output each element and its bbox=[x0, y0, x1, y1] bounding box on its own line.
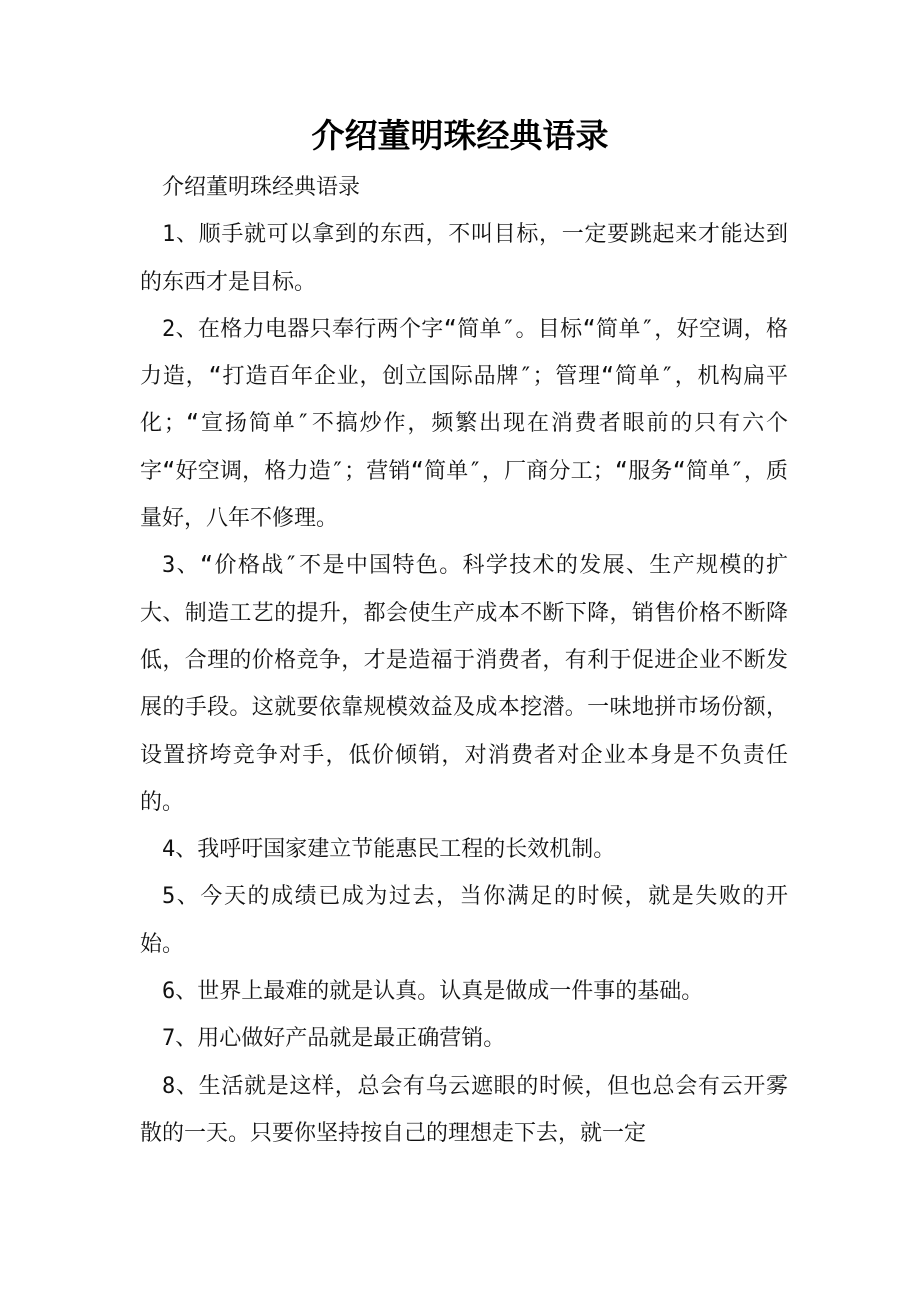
quote-paragraph-5: 5、今天的成绩已成为过去，当你满足的时候，就是失败的开始。 bbox=[140, 884, 788, 957]
quote-paragraph-6: 6、世界上最难的就是认真。认真是做成一件事的基础。 bbox=[162, 979, 704, 1005]
document-title: 介绍董明珠经典语录 bbox=[311, 116, 609, 155]
quote-paragraph-4: 4、我呼吁国家建立节能惠民工程的长效机制。 bbox=[162, 837, 616, 863]
document-body bbox=[140, 164, 788, 1157]
document-subtitle: 介绍董明珠经典语录 bbox=[162, 175, 361, 200]
quote-paragraph-7: 7、用心做好产品就是最正确营销。 bbox=[162, 1026, 506, 1052]
quote-paragraph-3: 3、“价格战″不是中国特色。科学技术的发展、生产规模的扩大、制造工艺的提升，都会使生产成本不断下降，销售价格不断降低，合理的价格竞争，才是造福于消费者，有利于促进企业不断发展的手段。这就要依靠规模效益及成本挖潜。一味地拼市场份额，设置挤垮竞争对手，低价倾销，对消费者对企业本身是不负责任的。 bbox=[140, 553, 788, 815]
quote-paragraph-2: 2、在格力电器只奉行两个字“简单″。目标“简单″，好空调，格力造，“打造百年企业，创立国际品牌″；管理“简单″，机构扁平化；“宣扬简单″不搞炒作，频繁出现在消费者眼前的只有六个字“好空调，格力造″；营销“简单″，厂商分工；“服务“简单″，质量好，八年不修理。 bbox=[140, 316, 788, 532]
quote-paragraph-1: 1、顺手就可以拿到的东西，不叫目标，一定要跳起来才能达到的东西才是目标。 bbox=[140, 222, 788, 295]
quote-paragraph-8: 8、生活就是这样，总会有乌云遮眼的时候，但也总会有云开雾散的一天。只要你坚持按自己的理想走下去，就一定 bbox=[140, 1073, 788, 1146]
